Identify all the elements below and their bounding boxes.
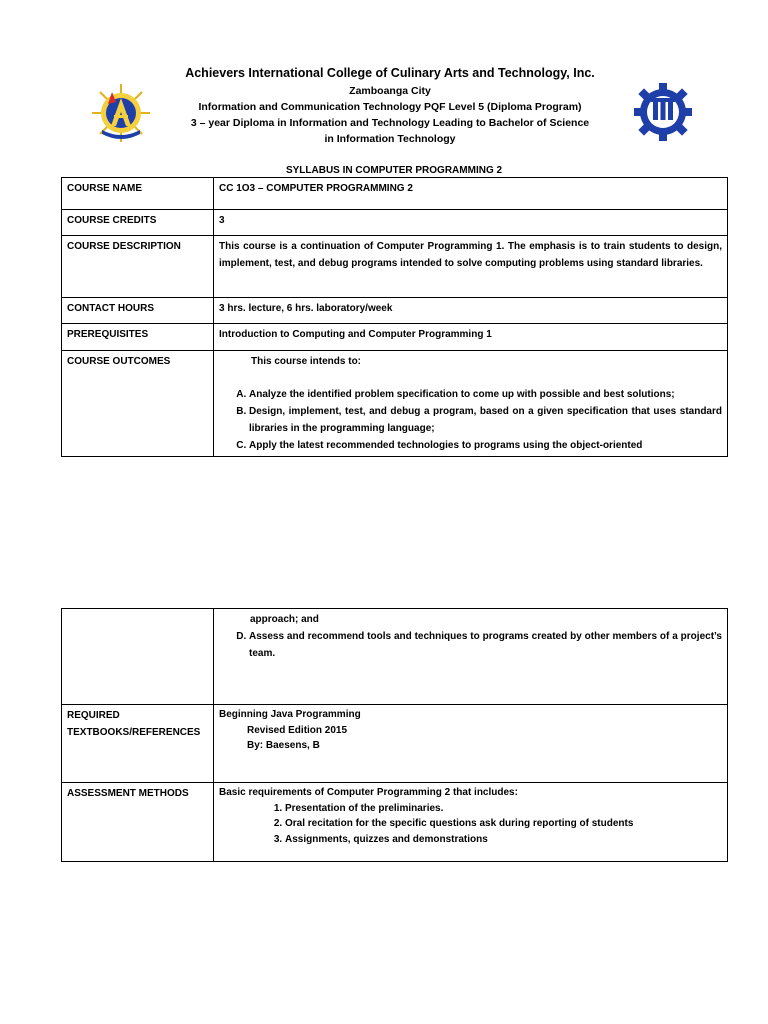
textbook-title: Beginning Java Programming	[219, 709, 361, 720]
syllabus-title: SYLLABUS IN COMPUTER PROGRAMMING 2	[285, 165, 503, 176]
course-description-label: COURSE DESCRIPTION	[62, 236, 214, 298]
list-item: 1. Presentation of the preliminaries.	[285, 801, 722, 817]
document-header	[150, 66, 630, 147]
list-item: D. Assess and recommend tools and techniques to programs created by other members of a project’s team.	[249, 628, 722, 662]
textbook-edition: Revised Edition 2015	[247, 724, 348, 736]
course-credits-value: 3	[214, 210, 728, 236]
list-item: A. Analyze the identified problem specification to come up with possible and best solutions;	[249, 386, 722, 403]
gear-logo-icon	[631, 82, 695, 142]
program-line-2: 3 – year Diploma in Information and Technology Leading to Bachelor of Science	[190, 117, 590, 129]
list-item: 3. Assignments, quizzes and demonstrations	[285, 832, 722, 848]
course-outcomes-list	[219, 386, 722, 454]
course-outcomes-continued	[214, 609, 728, 705]
program-line-3: in Information Technology	[324, 133, 456, 145]
assessment-list	[219, 801, 722, 848]
table-row-course-credits	[62, 210, 728, 236]
assessment-label: ASSESSMENT METHODS	[62, 783, 214, 862]
list-item: 2. Oral recitation for the specific questions ask during reporting of students	[285, 816, 722, 832]
textbooks-value	[214, 705, 728, 783]
textbooks-label: REQUIRED TEXTBOOKS/REFERENCES	[62, 705, 214, 783]
prerequisites-value: Introduction to Computing and Computer Programming 1	[214, 324, 728, 351]
table-row-contact-hours	[62, 298, 728, 324]
assessment-intro: Basic requirements of Computer Programming 2 that includes:	[219, 787, 518, 798]
assessment-value	[214, 783, 728, 862]
college-name: Achievers International College of Culinary Arts and Technology, Inc.	[185, 66, 595, 80]
course-description-value: This course is a continuation of Computer Programming 1. The emphasis is to train students to design, implement, test, and debug programs intended to solve computing problems using standard libraries.	[214, 236, 728, 298]
textbook-author: By: Baesens, B	[247, 740, 320, 751]
table-row-course-description	[62, 236, 728, 298]
contact-hours-value: 3 hrs. lecture, 6 hrs. laboratory/week	[214, 298, 728, 324]
list-item: C. Apply the latest recommended technologies to programs using the object-oriented	[249, 437, 722, 454]
college-city: Zamboanga City	[349, 85, 431, 97]
course-credits-label: COURSE CREDITS	[62, 210, 214, 236]
course-outcomes-continuation: approach; and	[250, 614, 319, 625]
table-row-course-name	[62, 178, 728, 210]
course-outcomes-value	[214, 351, 728, 457]
prerequisites-label: PREREQUISITES	[62, 324, 214, 351]
syllabus-table-page-2	[61, 608, 728, 862]
empty-label-cell	[62, 609, 214, 705]
contact-hours-label: CONTACT HOURS	[62, 298, 214, 324]
syllabus-table-page-1	[61, 177, 728, 457]
table-row-course-outcomes	[62, 351, 728, 457]
course-outcomes-label: COURSE OUTCOMES	[62, 351, 214, 457]
course-name-value: CC 1O3 – COMPUTER PROGRAMMING 2	[214, 178, 728, 210]
table-row-course-outcomes-continued	[62, 609, 728, 705]
college-logo-icon	[90, 82, 152, 144]
course-outcomes-list-continued	[219, 628, 722, 662]
list-item: B. Design, implement, test, and debug a program, based on a given specification that uses standard libraries in the programming language;	[249, 403, 722, 437]
table-row-assessment	[62, 783, 728, 862]
course-outcomes-intro: This course intends to:	[251, 356, 362, 367]
table-row-textbooks	[62, 705, 728, 783]
program-line-1: Information and Communication Technology PQF Level 5 (Diploma Program)	[198, 101, 582, 113]
table-row-prerequisites	[62, 324, 728, 351]
course-name-label: COURSE NAME	[62, 178, 214, 210]
